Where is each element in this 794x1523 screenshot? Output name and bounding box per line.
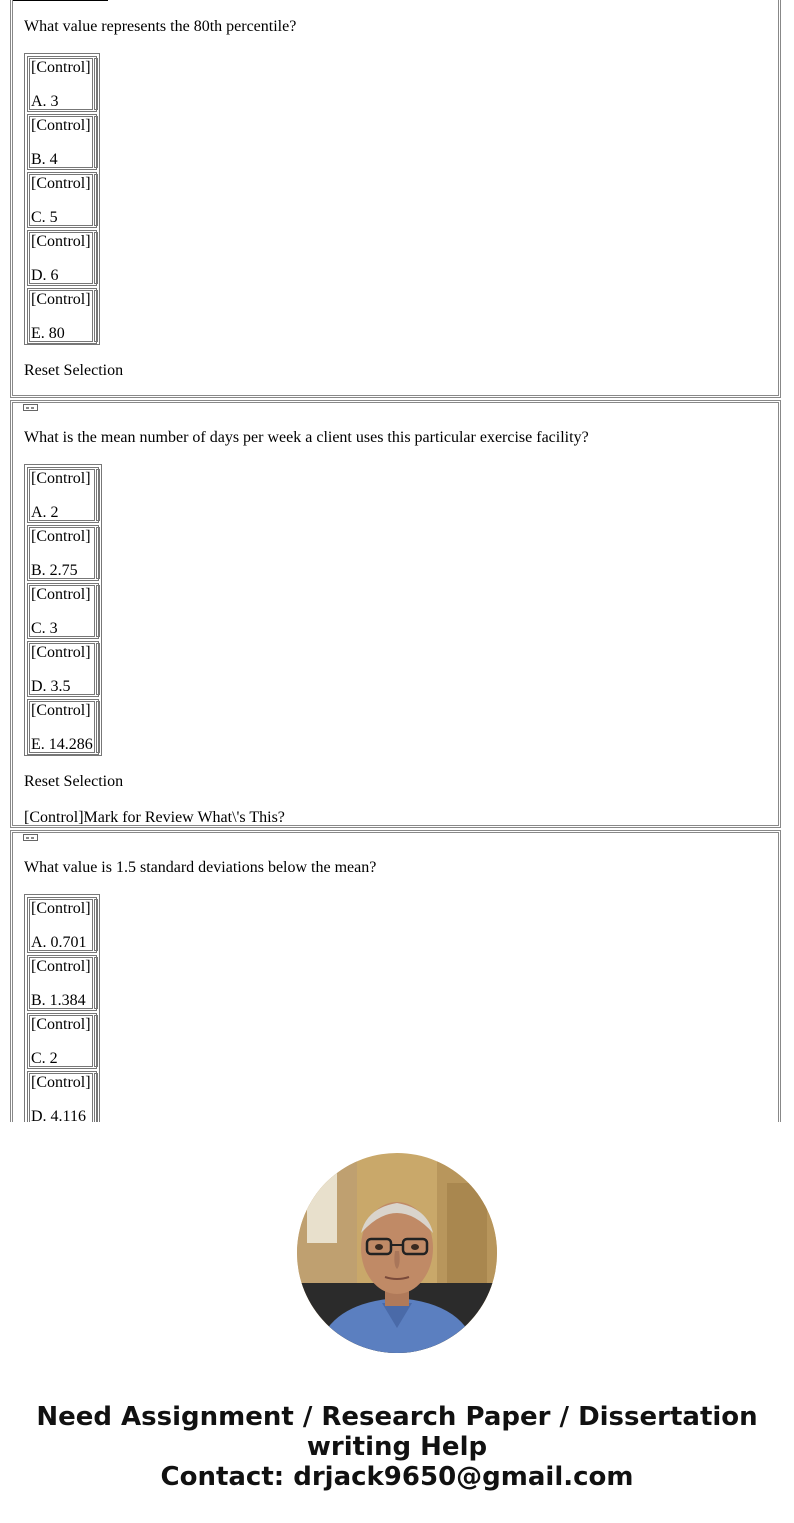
radio-control[interactable]: [Control] <box>31 900 91 917</box>
option-label: E. 14.286 <box>31 736 93 753</box>
option-bar <box>96 527 100 579</box>
person-portrait-image <box>297 1153 497 1353</box>
option-label: D. 4.116 <box>31 1108 86 1122</box>
option-3d[interactable] <box>27 1071 97 1122</box>
option-bar <box>94 1015 98 1067</box>
radio-control[interactable]: [Control] <box>31 291 91 308</box>
option-1c[interactable] <box>27 172 97 228</box>
question-1-text: What value represents the 80th percentile? <box>24 18 297 35</box>
option-2b[interactable] <box>27 525 99 581</box>
option-bar <box>94 290 98 342</box>
question-panel-1-inner <box>12 0 779 396</box>
question-1-options <box>24 53 100 345</box>
option-bar <box>94 58 98 110</box>
question-3-text: What value is 1.5 standard deviations below the mean? <box>24 859 377 876</box>
option-bar <box>94 174 98 226</box>
option-1e[interactable] <box>27 288 97 344</box>
option-label: C. 3 <box>31 620 58 637</box>
reset-selection-link[interactable]: Reset Selection <box>24 773 124 790</box>
option-bar <box>96 469 100 521</box>
option-label: E. 80 <box>31 325 65 342</box>
question-panel-2-inner <box>12 402 779 826</box>
option-label: A. 0.701 <box>31 934 87 951</box>
option-label: C. 5 <box>31 209 58 226</box>
radio-control[interactable]: [Control] <box>31 586 91 603</box>
question-panel-2 <box>10 400 781 828</box>
mark-for-review[interactable]: [Control]Mark for Review What\'s This? <box>24 809 285 826</box>
option-3a[interactable] <box>27 897 97 953</box>
option-bar <box>94 1073 98 1122</box>
option-bar <box>96 701 100 753</box>
option-label: D. 3.5 <box>31 678 71 695</box>
option-1a[interactable] <box>27 56 97 112</box>
radio-control[interactable]: [Control] <box>31 470 91 487</box>
option-bar <box>94 116 98 168</box>
radio-control[interactable]: [Control] <box>31 117 91 134</box>
radio-control[interactable]: [Control] <box>31 59 91 76</box>
avatar <box>297 1153 497 1353</box>
radio-control[interactable]: [Control] <box>31 958 91 975</box>
option-bar <box>94 232 98 284</box>
option-1b[interactable] <box>27 114 97 170</box>
option-1d[interactable] <box>27 230 97 286</box>
option-bar <box>94 899 98 951</box>
radio-control[interactable]: [Control] <box>31 528 91 545</box>
broken-image-icon <box>23 404 38 411</box>
option-bar <box>96 585 100 637</box>
radio-control[interactable]: [Control] <box>31 175 91 192</box>
radio-control[interactable]: [Control] <box>31 1074 91 1091</box>
option-bar <box>96 643 100 695</box>
promo-line-2: writing Help <box>306 1432 488 1462</box>
option-3b[interactable] <box>27 955 97 1011</box>
promo-footer <box>0 1122 794 1523</box>
question-panel-1 <box>10 0 781 398</box>
radio-control[interactable]: [Control] <box>31 233 91 250</box>
question-2-options <box>24 464 102 756</box>
radio-control[interactable]: [Control] <box>31 644 91 661</box>
radio-control[interactable]: [Control] <box>31 1016 91 1033</box>
option-2a[interactable] <box>27 467 99 523</box>
option-2e[interactable] <box>27 699 99 755</box>
promo-line-1: Need Assignment / Research Paper / Dissertation <box>36 1402 758 1432</box>
option-label: A. 3 <box>31 93 59 110</box>
promo-text <box>0 1402 794 1492</box>
option-label: C. 2 <box>31 1050 58 1067</box>
option-3c[interactable] <box>27 1013 97 1069</box>
option-label: B. 1.384 <box>31 992 86 1009</box>
option-bar <box>94 957 98 1009</box>
reset-selection-link[interactable]: Reset Selection <box>24 362 124 379</box>
question-2-text: What is the mean number of days per week a client uses this particular exercise facility? <box>24 429 589 446</box>
option-label: B. 4 <box>31 151 58 168</box>
option-label: B. 2.75 <box>31 562 78 579</box>
option-2c[interactable] <box>27 583 99 639</box>
question-panel-3 <box>10 830 781 1122</box>
question-3-options <box>24 894 100 1122</box>
option-label: A. 2 <box>31 504 59 521</box>
promo-contact[interactable]: Contact: drjack9650@gmail.com <box>160 1462 634 1492</box>
broken-image-icon <box>23 834 38 841</box>
option-2d[interactable] <box>27 641 99 697</box>
radio-control[interactable]: [Control] <box>31 702 91 719</box>
option-label: D. 6 <box>31 267 59 284</box>
